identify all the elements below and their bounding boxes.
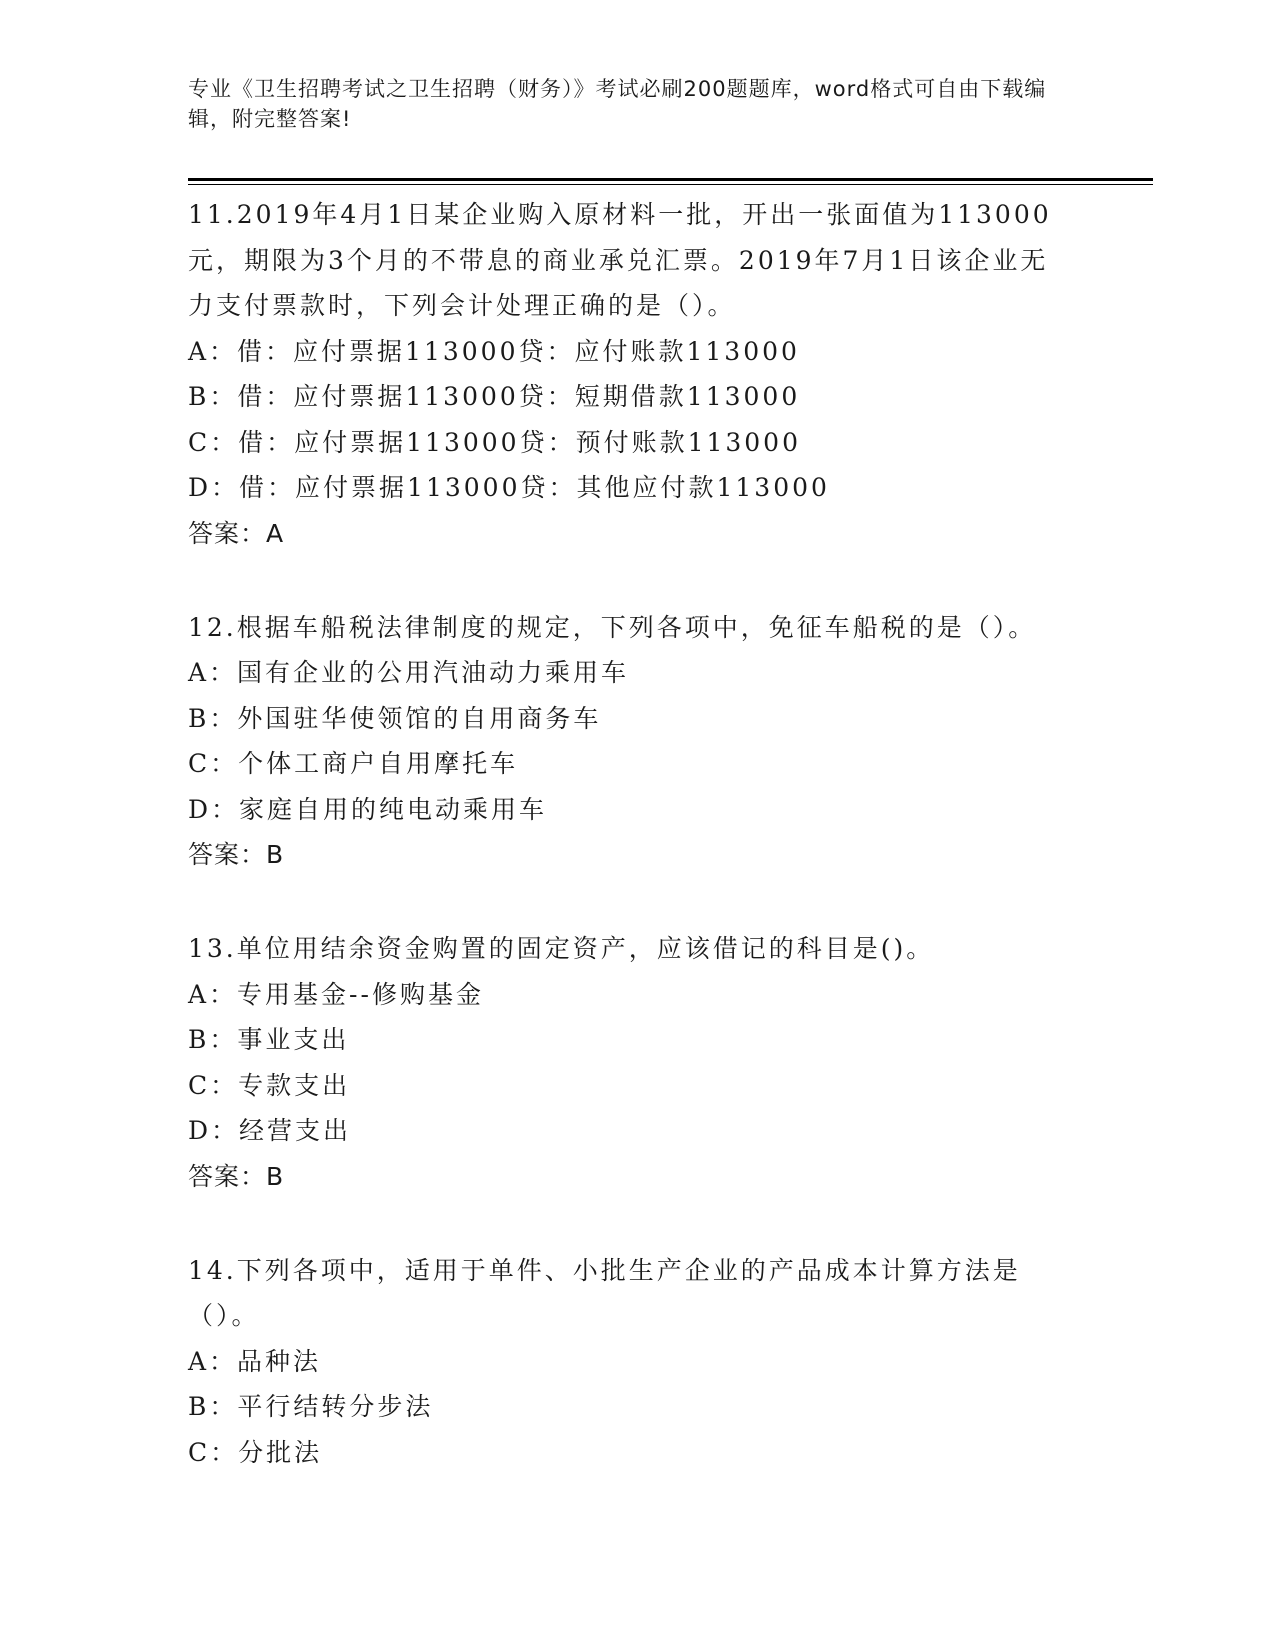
question-stem: 14.下列各项中，适用于单件、小批生产企业的产品成本计算方法是（）。 (188, 1255, 1021, 1330)
option-b: B：借：应付票据113000贷：短期借款113000 (188, 382, 801, 411)
option-b: B：外国驻华使领馆的自用商务车 (188, 703, 602, 733)
option-a: A：国有企业的公用汽油动力乘用车 (188, 658, 630, 687)
option-a: A：借：应付票据113000贷：应付账款113000 (188, 336, 800, 366)
answer-label: 答案：B (188, 1161, 285, 1191)
option-c: C：分批法 (188, 1437, 323, 1467)
option-a: A：品种法 (188, 1346, 322, 1376)
question-13 (188, 926, 1088, 1200)
answer-label: 答案：A (188, 518, 285, 548)
question-stem: 11.2019年4月1日某企业购入原材料一批，开出一张面值为113000元，期限为3个月的不带息的商业承兑汇票。2019年7月1日该企业无力支付票款时，下列会计处理正确的是（）。 (188, 200, 1052, 320)
question-list (188, 192, 1088, 1475)
option-c: C：个体工商户自用摩托车 (188, 749, 519, 778)
option-d: D：经营支出 (188, 1116, 352, 1145)
option-d: D：借：应付票据113000贷：其他应付款113000 (188, 473, 830, 502)
document-header: 专业《卫生招聘考试之卫生招聘（财务）》考试必刷200题题库，word格式可自由下载编辑，附完整答案! (188, 77, 1047, 131)
header-divider-thick (188, 178, 1153, 181)
option-c: C：专款支出 (188, 1070, 351, 1100)
option-c: C：借：应付票据113000贷：预付账款113000 (188, 427, 801, 457)
option-a: A：专用基金--修购基金 (188, 979, 484, 1009)
question-14 (188, 1248, 1088, 1476)
question-stem: 13.单位用结余资金购置的固定资产，应该借记的科目是()。 (188, 934, 935, 963)
header-divider-thin (188, 184, 1153, 185)
question-12 (188, 605, 1088, 879)
option-d: D：家庭自用的纯电动乘用车 (188, 794, 548, 824)
question-stem: 12.根据车船税法律制度的规定，下列各项中，免征车船税的是（）。 (188, 612, 1037, 642)
option-b: B：事业支出 (188, 1025, 350, 1054)
option-b: B：平行结转分步法 (188, 1392, 434, 1421)
question-11 (188, 192, 1088, 557)
answer-label: 答案：B (188, 840, 285, 869)
